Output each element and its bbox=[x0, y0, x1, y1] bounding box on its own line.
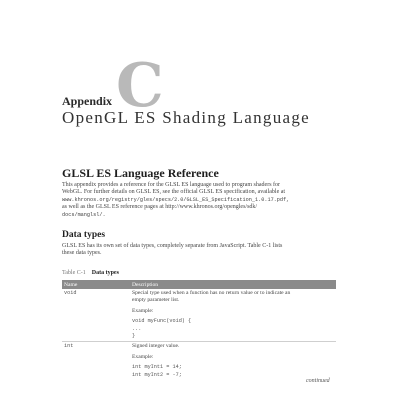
example-label: Example: bbox=[132, 353, 154, 360]
table-row bbox=[62, 289, 336, 342]
code-line: void myFunc(void) { bbox=[132, 318, 192, 325]
type-description bbox=[130, 342, 336, 380]
table-caption bbox=[62, 270, 119, 276]
intro-line-url: www.khronos.org/registry/gles/specs/2.0/GLSL_ES_Specification_1.0.17.pdf, bbox=[62, 196, 290, 203]
column-header-description: Description bbox=[130, 280, 336, 289]
subsection-line: these data types. bbox=[62, 250, 102, 257]
description-line: empty parameter list. bbox=[132, 297, 180, 304]
type-description bbox=[130, 289, 336, 342]
intro-paragraph bbox=[62, 182, 352, 219]
intro-line-url: docs/manglsl/. bbox=[62, 211, 106, 218]
appendix-label: Appendix bbox=[62, 94, 113, 108]
table-header-row bbox=[62, 280, 336, 289]
code-line: } bbox=[132, 333, 136, 340]
type-name: int bbox=[64, 343, 74, 350]
subsection-paragraph bbox=[62, 243, 352, 258]
section-title: GLSL ES Language Reference bbox=[62, 166, 219, 180]
intro-line: as well as the GLSL ES reference pages at http://www.khronos.org/opengles/sdk/ bbox=[62, 204, 258, 211]
code-line: int myInt2 = -7; bbox=[132, 371, 182, 378]
code-line: ... bbox=[132, 325, 142, 332]
intro-line: This appendix provides a reference for the GLSL ES language used to program shaders for bbox=[62, 182, 281, 188]
continued-note: continued bbox=[306, 378, 330, 384]
code-line: int myInt1 = 14; bbox=[132, 364, 182, 371]
example-label: Example: bbox=[132, 307, 154, 314]
table-number: Table C-1 bbox=[62, 270, 86, 276]
table-row bbox=[62, 342, 336, 380]
data-types-table bbox=[62, 280, 336, 380]
table-name: Data types bbox=[91, 270, 119, 276]
chapter-title: OpenGL ES Shading Language bbox=[62, 108, 310, 127]
subsection-line: GLSL ES has its own set of data types, completely separate from JavaScript. Table C-1 lists bbox=[62, 243, 283, 249]
subsection-title: Data types bbox=[62, 230, 106, 240]
column-header-name: Name bbox=[62, 280, 130, 289]
description-line: Special type used when a function has no return value or to indicate an bbox=[132, 290, 291, 296]
intro-line: WebGL. For further details on GLSL ES, see the official GLSL ES specification, available at bbox=[62, 189, 286, 196]
type-name: void bbox=[62, 289, 130, 342]
description-line: Signed integer value. bbox=[132, 343, 180, 350]
appendix-letter: C bbox=[116, 51, 164, 121]
